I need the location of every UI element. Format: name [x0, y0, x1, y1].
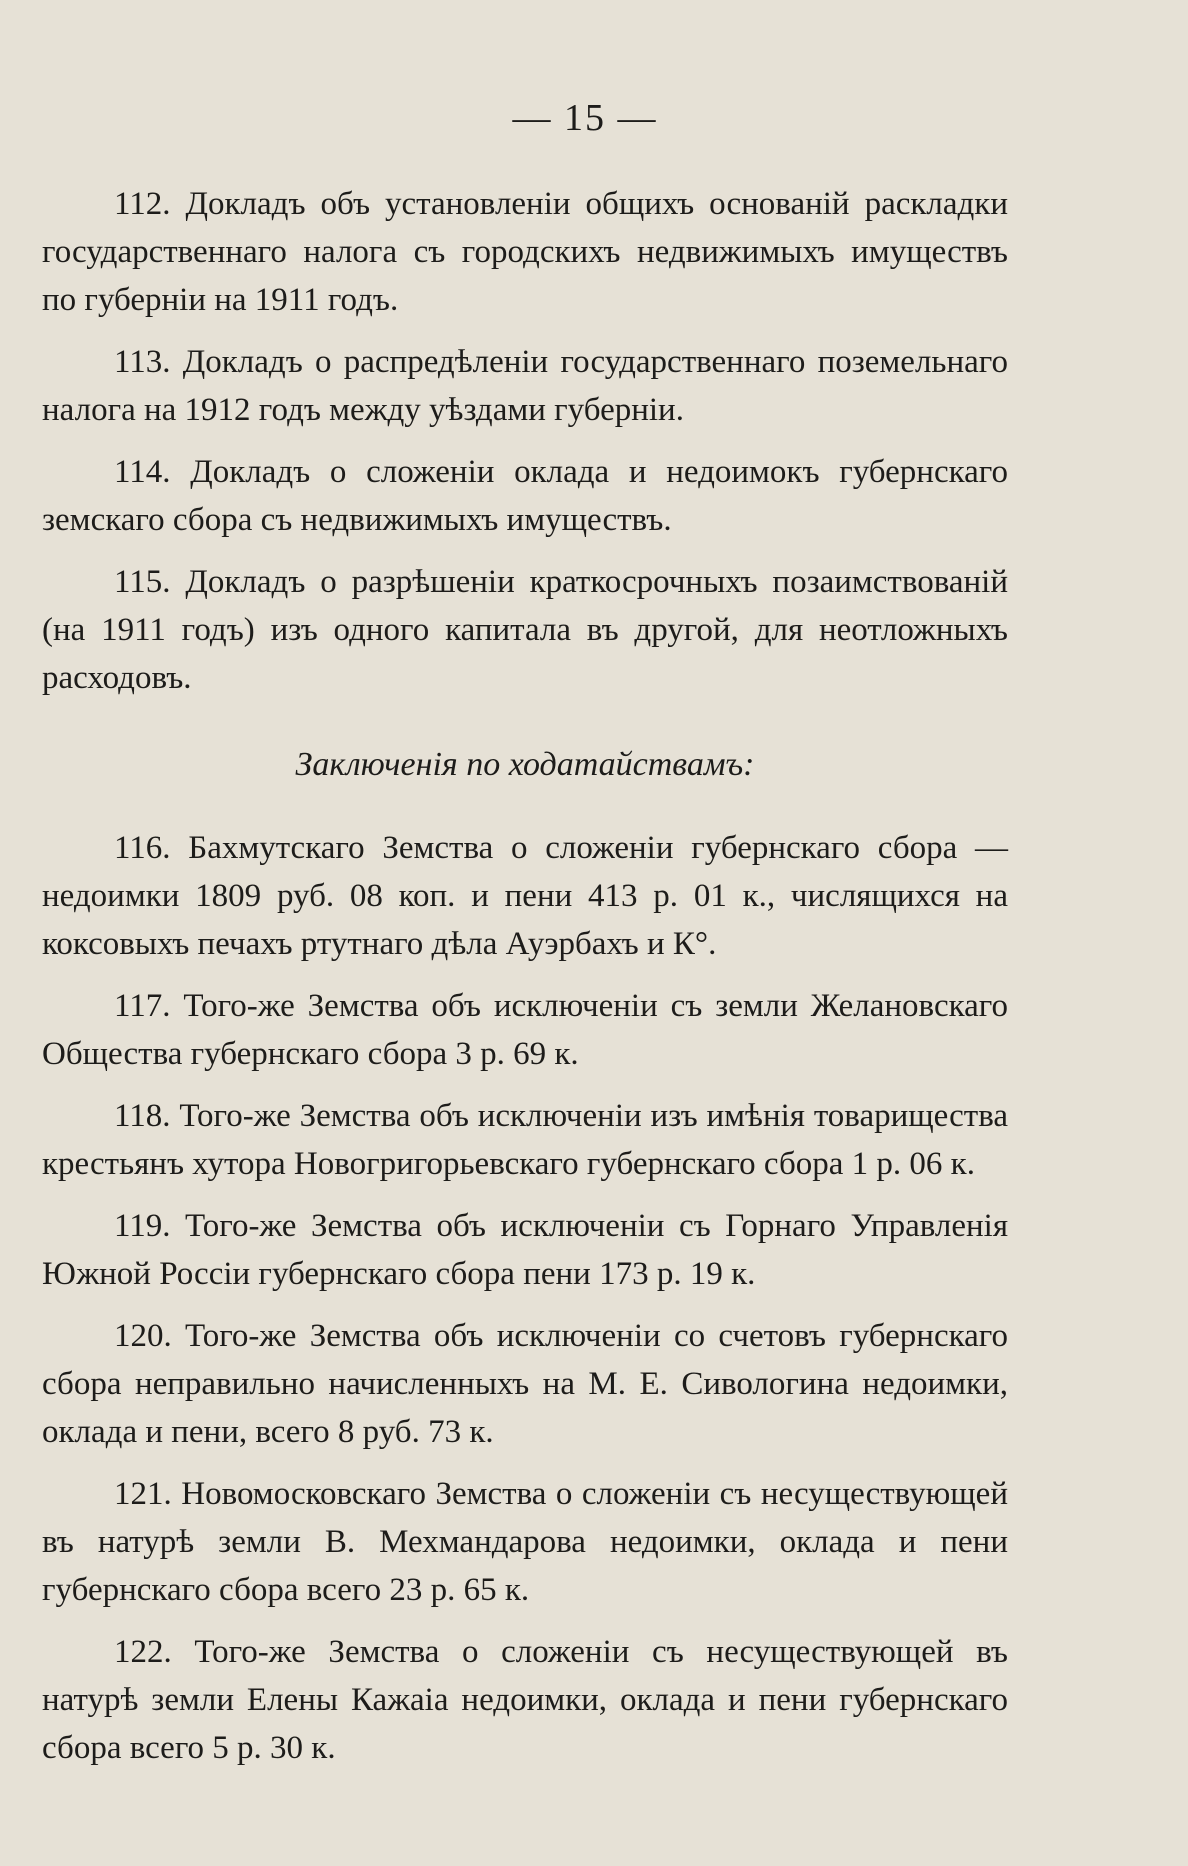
agenda-item-115: 115. Докладъ о разрѣшеніи краткосрочныхъ позаимствованій (на 1911 годъ) изъ одного капитала въ другой, для неотложныхъ расходовъ.	[42, 564, 1008, 696]
agenda-item-113: 113. Докладъ о распредѣленіи государственнаго поземельнаго налога на 1912 годъ между уѣздами губерніи.	[42, 344, 1008, 428]
agenda-item-116: 116. Бахмутскаго Земства о сложеніи губернскаго сбора —недоимки 1809 руб. 08 коп. и пени 413 р. 01 к., числящихся на коксовыхъ печахъ ртутнаго дѣла Ауэрбахъ и К°.	[42, 830, 1008, 962]
agenda-item-119: 119. Того-же Земства объ исключеніи съ Горнаго Управленія Южной Россіи губернскаго сбора пени 173 р. 19 к.	[42, 1208, 1008, 1292]
agenda-item-120: 120. Того-же Земства объ исключеніи со счетовъ губернскаго сбора неправильно начисленныхъ на М. Е. Сивологина недоимки, оклада и пени, всего 8 руб. 73 к.	[42, 1318, 1008, 1450]
section-heading: Заключенія по ходатайствамъ:	[295, 746, 755, 783]
agenda-item-117: 117. Того-же Земства объ исключеніи съ земли Желановскаго Общества губернскаго сбора 3 р. 69 к.	[42, 988, 1008, 1072]
agenda-item-112: 112. Докладъ объ установленіи общихъ основаній раскладки государственнаго налога съ городскихъ недвижимыхъ имуществъ по губерніи на 1911 годъ.	[42, 186, 1008, 318]
page-number: — 15 —	[512, 97, 658, 139]
agenda-item-118: 118. Того-же Земства объ исключеніи изъ имѣнія товарищества крестьянъ хутора Новогригорьевскаго губернскаго сбора 1 р. 06 к.	[42, 1098, 1008, 1182]
agenda-item-121: 121. Новомосковскаго Земства о сложеніи съ несуществующей въ натурѣ земли В. Мехмандарова недоимки, оклада и пени губернскаго сбора всего 23 р. 65 к.	[42, 1476, 1008, 1608]
agenda-item-122: 122. Того-же Земства о сложеніи съ несуществующей въ натурѣ земли Елены Кажаіа недоимки, оклада и пени губернскаго сбора всего 5 р. 30 к.	[42, 1634, 1008, 1766]
agenda-item-114: 114. Докладъ о сложеніи оклада и недоимокъ губернскаго земскаго сбора съ недвижимыхъ имуществъ.	[42, 454, 1008, 538]
